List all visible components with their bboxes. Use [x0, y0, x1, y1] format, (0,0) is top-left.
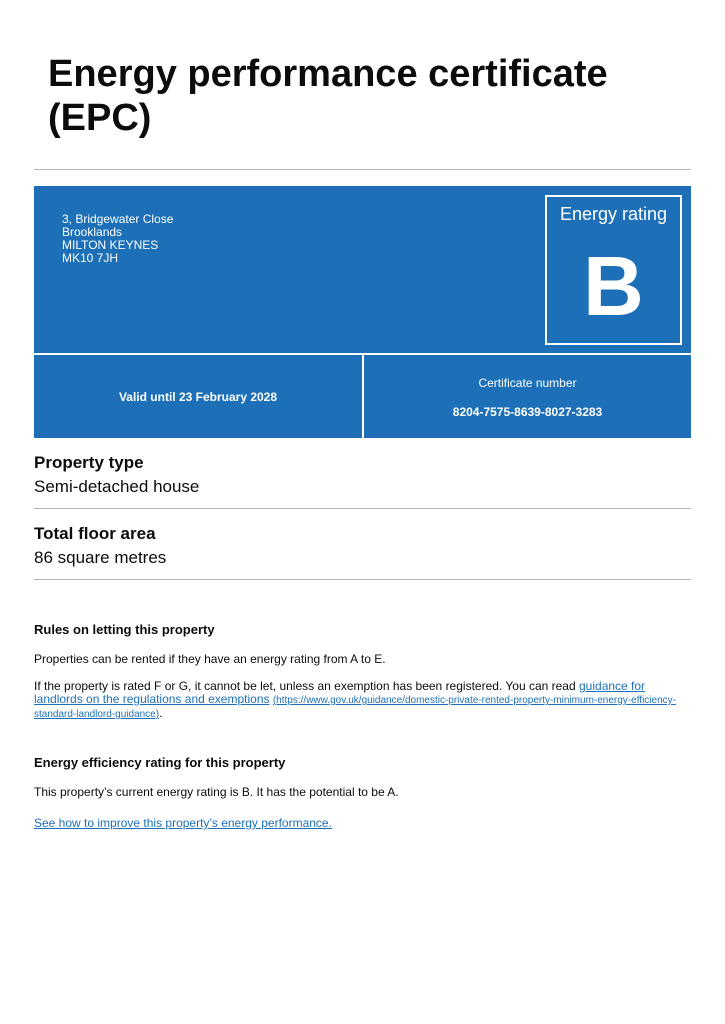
guidance-link[interactable]: guidance for landlords on the regulations and exemptions — [34, 679, 646, 706]
address-line-1: 3, Bridgewater Close — [62, 212, 174, 226]
guidance-url-link[interactable]: (https://www.gov.uk/guidance/domestic-private-rented-property-minimum-energy-efficiency-standard-landlord-guidance) — [34, 695, 676, 720]
energy-rating-letter: B — [583, 239, 644, 333]
letting-rules-heading: Rules on letting this property — [34, 622, 215, 637]
certificate-panel — [364, 355, 691, 438]
property-type-heading: Property type — [34, 453, 144, 472]
certificate-number-label: Certificate number — [478, 376, 577, 390]
address-line-2: Brooklands — [62, 225, 123, 239]
valid-until: Valid until 23 February 2028 — [118, 389, 278, 404]
divider — [34, 508, 691, 509]
energy-rating-label: Energy rating — [559, 204, 668, 224]
property-type-value: Semi-detached house — [34, 477, 200, 496]
certificate-number: 8204-7575-8639-8027-3283 — [452, 405, 603, 419]
validity-panel — [34, 355, 362, 438]
divider — [34, 579, 691, 580]
page-title: Energy performance certificate (EPC) — [48, 53, 608, 139]
floor-area-heading: Total floor area — [34, 524, 156, 543]
address-line-3: MILTON KEYNES — [62, 238, 159, 252]
improve-paragraph — [34, 817, 694, 830]
energy-rating-box — [545, 195, 682, 345]
letting-exemption-text — [34, 680, 694, 721]
exemption-prefix: If the property is rated F or G, it cannot be let, unless an exemption has been registered. You can read — [34, 679, 579, 693]
floor-area-value: 86 square metres — [34, 548, 167, 567]
address-line-4: MK10 7JH — [62, 251, 119, 265]
property-address — [62, 213, 173, 265]
letting-rules-text: Properties can be rented if they have an energy rating from A to E. — [34, 652, 386, 666]
title-divider — [34, 169, 691, 170]
exemption-suffix: . — [159, 706, 163, 720]
property-summary-panel — [34, 186, 691, 353]
efficiency-heading: Energy efficiency rating for this property — [34, 755, 286, 770]
improve-performance-link[interactable]: See how to improve this property’s energy performance. — [34, 816, 332, 830]
efficiency-text: This property’s current energy rating is B. It has the potential to be A. — [34, 785, 399, 799]
